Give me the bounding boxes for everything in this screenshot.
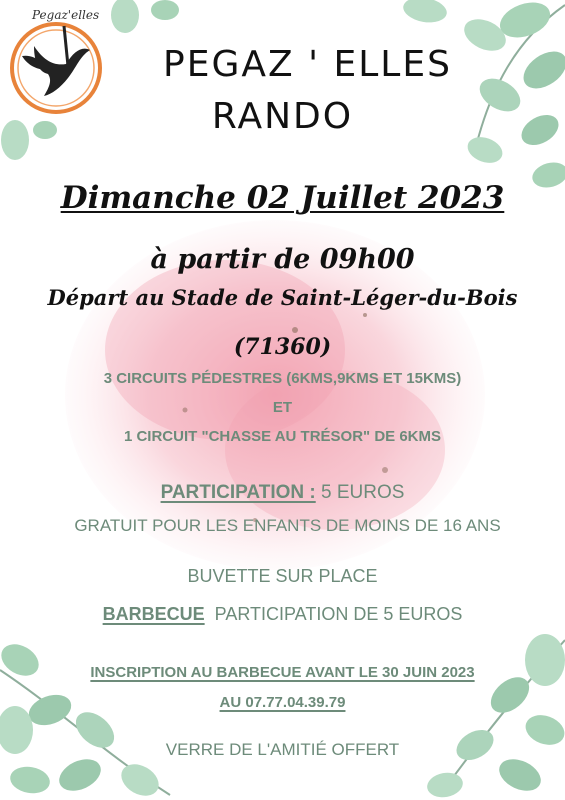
title-line-2: RANDO: [211, 96, 354, 137]
eucalyptus-leaves-bottom-left: [0, 630, 190, 800]
participation-value: 5 EUROS: [315, 482, 405, 503]
barbecue-label: BARBECUE: [102, 604, 205, 624]
eucalyptus-leaves-top-right: [395, 0, 565, 190]
circuits-line-2: ET: [272, 399, 293, 416]
participation-line: [0, 482, 565, 504]
footer-note: VERRE DE L'AMITIÉ OFFERT: [165, 740, 400, 759]
event-start-location: Départ au Stade de Saint-Léger-du-Bois: [47, 285, 518, 310]
barbecue-value: PARTICIPATION DE 5 EUROS: [204, 604, 463, 624]
event-date: Dimanche 02 Juillet 2023: [60, 180, 505, 216]
participation-label: PARTICIPATION :: [160, 482, 316, 503]
circuits-line-3: 1 CIRCUIT "CHASSE AU TRÉSOR" DE 6KMS: [123, 428, 442, 445]
free-children-note: GRATUIT POUR LES ENFANTS DE MOINS DE 16 ANS: [74, 516, 501, 535]
circuits-line-1: 3 CIRCUITS PÉDESTRES (6KMS,9KMS ET 15KMS): [103, 370, 462, 387]
logo-text: Pegaz'elles: [32, 8, 100, 22]
inscription-phone: AU 07.77.04.39.79: [219, 694, 346, 711]
barbecue-line: [0, 604, 565, 625]
eucalyptus-leaves-top: [100, 0, 180, 40]
buvette-note: BUVETTE SUR PLACE: [187, 566, 378, 586]
title-line-1: PEGAZ ' ELLES: [163, 44, 452, 85]
inscription-line-1: INSCRIPTION AU BARBECUE AVANT LE 30 JUIN 2023: [90, 664, 475, 681]
event-postcode: (71360): [233, 334, 332, 360]
event-time: à partir de 09h00: [150, 244, 415, 275]
